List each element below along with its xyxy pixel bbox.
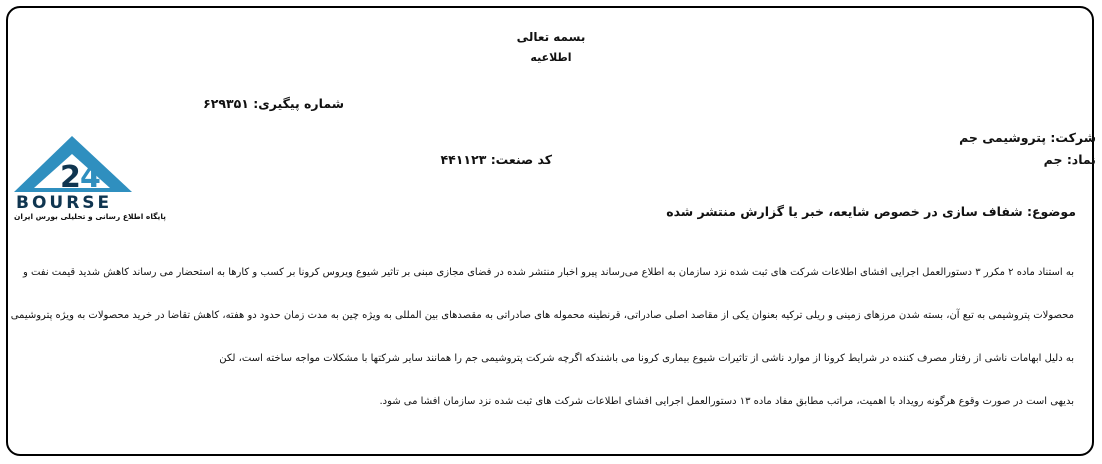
symbol-value: جم <box>1043 152 1063 167</box>
industry-value: ۴۴۱۱۲۳ <box>440 152 487 167</box>
logo-subtitle: پایگاه اطلاع رسانی و تحلیلی بورس ایران <box>14 212 166 221</box>
svg-text:2: 2 <box>60 160 81 195</box>
svg-text:4: 4 <box>80 160 101 195</box>
body-paragraph-3: به دلیل ابهامات ناشی از رفتار مصرف کننده در شرایط کرونا از موارد ناشی از تاثیرات شیوع بیماری کرونا می باشندکه اگرچه شرکت پتروشیمی جم را همانند سایر شرکتها با مشکلات مواجه ساخته است، لکن <box>219 353 1074 364</box>
basmala-heading: بسمه تعالی <box>516 30 586 44</box>
subject-label: موضوع: <box>1026 204 1076 219</box>
company-value: پتروشیمی جم <box>959 130 1047 145</box>
announcement-frame <box>6 6 1094 456</box>
announcement-title: اطلاعیه <box>530 51 572 64</box>
company-label: شرکت: <box>1050 130 1096 145</box>
subject-value: شفاف سازی در خصوص شایعه، خبر یا گزارش منتشر شده <box>666 204 1023 219</box>
logo-wordmark: BOURSE <box>16 193 113 213</box>
subject-row <box>666 204 1076 219</box>
body-paragraph-2: محصولات پتروشیمی به تبع آن، بسته شدن مرزهای زمینی و ریلی ترکیه بعنوان یکی از مقاصد اصلی صادراتی، قرنطینه محموله های صادراتی به مقصدهای بین المللی به ویژه چین به مدت زمان حدود دو هفته، کاهش تقاضا در خرید محصولات به ویژه پتروشیمی <box>10 310 1074 321</box>
company-row <box>959 130 1096 145</box>
tracking-number <box>203 96 344 111</box>
symbol-label: نماد: <box>1066 152 1096 167</box>
body-paragraph-4: بدیهی است در صورت وقوع هرگونه رویداد با اهمیت، مراتب مطابق مفاد ماده ۱۳ دستورالعمل اجرایی افشای اطلاعات شرکت های ثبت شده نزد سازمان افشا می شود. <box>379 396 1074 407</box>
industry-code-row <box>441 152 552 167</box>
symbol-row <box>1044 152 1096 167</box>
tracking-value: ۶۲۹۳۵۱ <box>203 96 249 111</box>
industry-label: کد صنعت: <box>490 152 552 167</box>
tracking-label: شماره پیگیری: <box>253 96 344 111</box>
body-paragraph-1: به استناد ماده ۲ مکرر ۳ دستورالعمل اجرایی افشای اطلاعات شرکت های ثبت شده نزد سازمان به اطلاع می‌رساند پیرو اخبار منتشر شده در فضای مجازی مبنی بر تاثیر شیوع ویروس کرونا بر کسب و کارها به استحضار می رساند کاهش شدید قیمت نفت و <box>22 267 1074 278</box>
